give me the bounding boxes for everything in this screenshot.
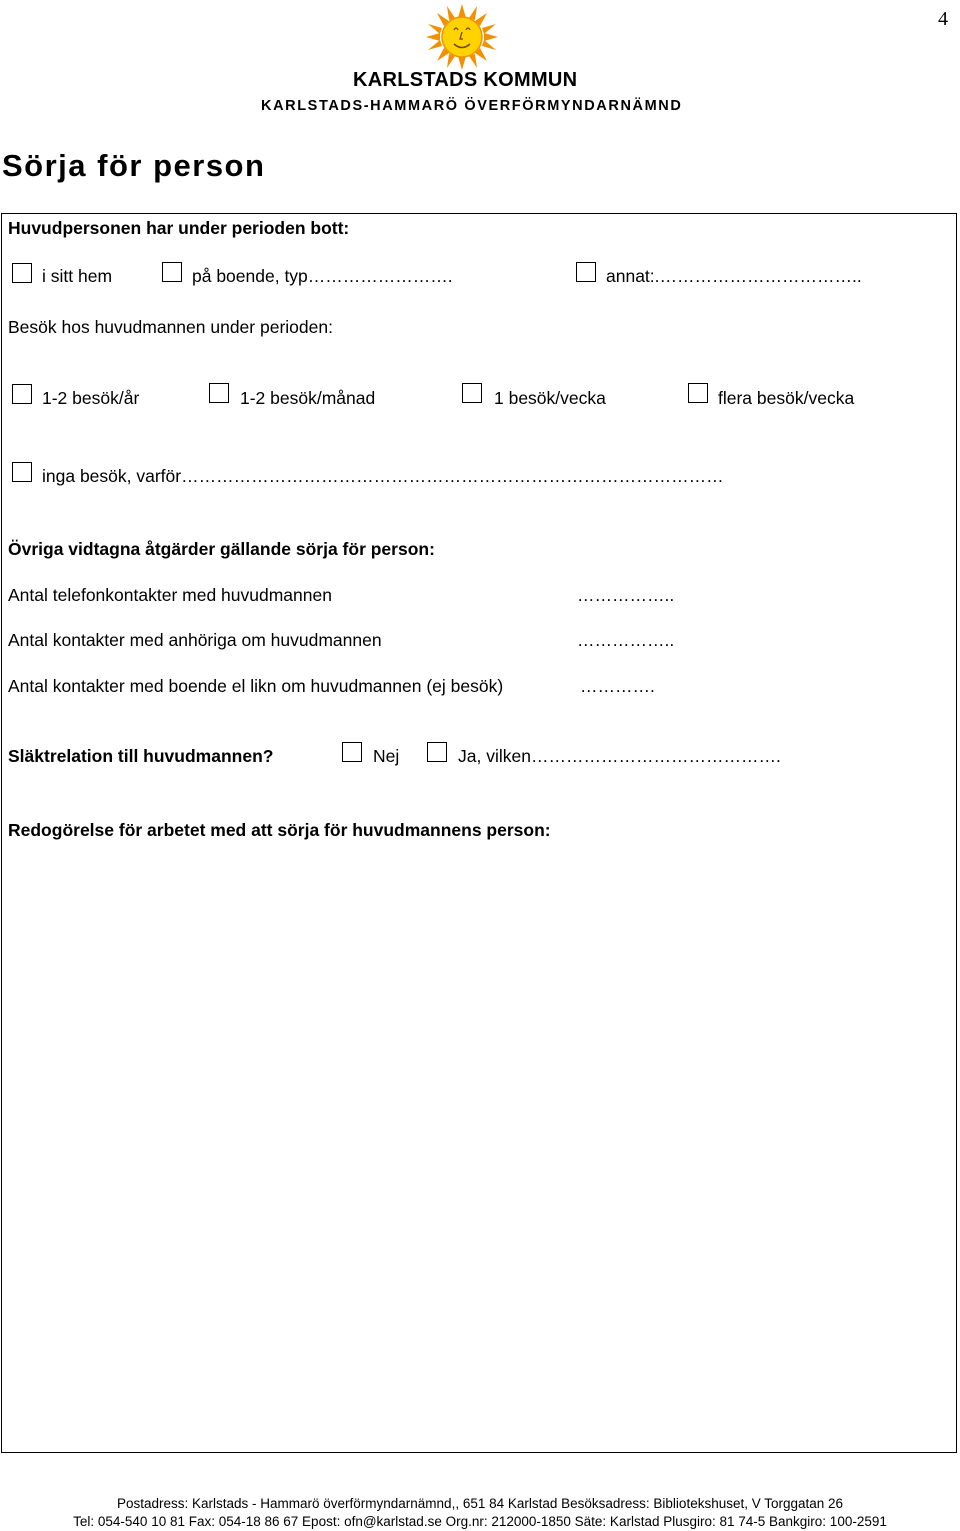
report-heading: Redogörelse för arbetet med att sörja för huvudmannens person: [8,820,551,840]
phone-contacts-label: Antal telefonkontakter med huvudmannen [8,585,332,605]
label-visit-per-week: 1 besök/vecka [494,388,606,408]
residence-contacts-field[interactable]: …………. [580,676,655,696]
label-own-home: i sitt hem [42,266,113,286]
label-other-living: annat:.…………………………….. [606,266,862,286]
relative-contacts-field[interactable]: …………….. [577,630,675,650]
checkbox-relation-no[interactable] [342,742,362,762]
relative-contacts-label: Antal kontakter med anhöriga om huvudmannen [8,630,382,650]
checkbox-relation-yes[interactable] [427,742,447,762]
checkbox-several-visits-per-week[interactable] [688,383,708,403]
checkbox-no-visits[interactable] [12,462,32,482]
label-care-home: på boende, typ……………………. [192,266,453,286]
other-actions-heading: Övriga vidtagna åtgärder gällande sörja för person: [8,539,435,559]
label-several-visits-per-week: flera besök/vecka [718,388,855,408]
label-relation-yes: Ja, vilken……………………………………. [458,746,781,766]
page-number: 4 [938,8,948,30]
footer-contact-info: Tel: 054-540 10 81 Fax: 054-18 86 67 Epost: ofn@karlstad.se Org.nr: 212000-1850 Säte: Karlstad Plusgiro: 81 74-5 Bankgiro: 100-2591 [73,1514,887,1529]
sun-logo-icon [426,4,498,70]
report-text-area[interactable] [8,850,948,1440]
phone-contacts-field[interactable]: …………….. [577,585,675,605]
label-relation-no: Nej [373,746,400,766]
page-title: Sörja för person [2,148,266,183]
checkbox-care-home[interactable] [162,262,182,282]
label-visits-per-month: 1-2 besök/månad [240,388,376,408]
label-no-visits: inga besök, varför………………………………………………………………………………… [42,466,724,486]
living-heading: Huvudpersonen har under perioden bott: [8,218,350,238]
municipality-name: KARLSTADS KOMMUN [353,69,578,91]
checkbox-visit-per-week[interactable] [462,383,482,403]
relation-question: Släktrelation till huvudmannen? [8,746,274,766]
visits-heading: Besök hos huvudmannen under perioden: [8,317,333,337]
checkbox-visits-per-month[interactable] [209,383,229,403]
residence-contacts-label: Antal kontakter med boende el likn om huvudmannen (ej besök) [8,676,504,696]
board-name: KARLSTADS-HAMMARÖ ÖVERFÖRMYNDARNÄMND [261,98,683,114]
checkbox-other-living[interactable] [576,262,596,282]
checkbox-own-home[interactable] [12,263,32,283]
footer-postal-address: Postadress: Karlstads - Hammarö överförmyndarnämnd,, 651 84 Karlstad Besöksadress: Bibliotekshuset, V Torggatan 26 [116,1496,844,1511]
checkbox-visits-per-year[interactable] [12,384,32,404]
label-visits-per-year: 1-2 besök/år [42,388,140,408]
